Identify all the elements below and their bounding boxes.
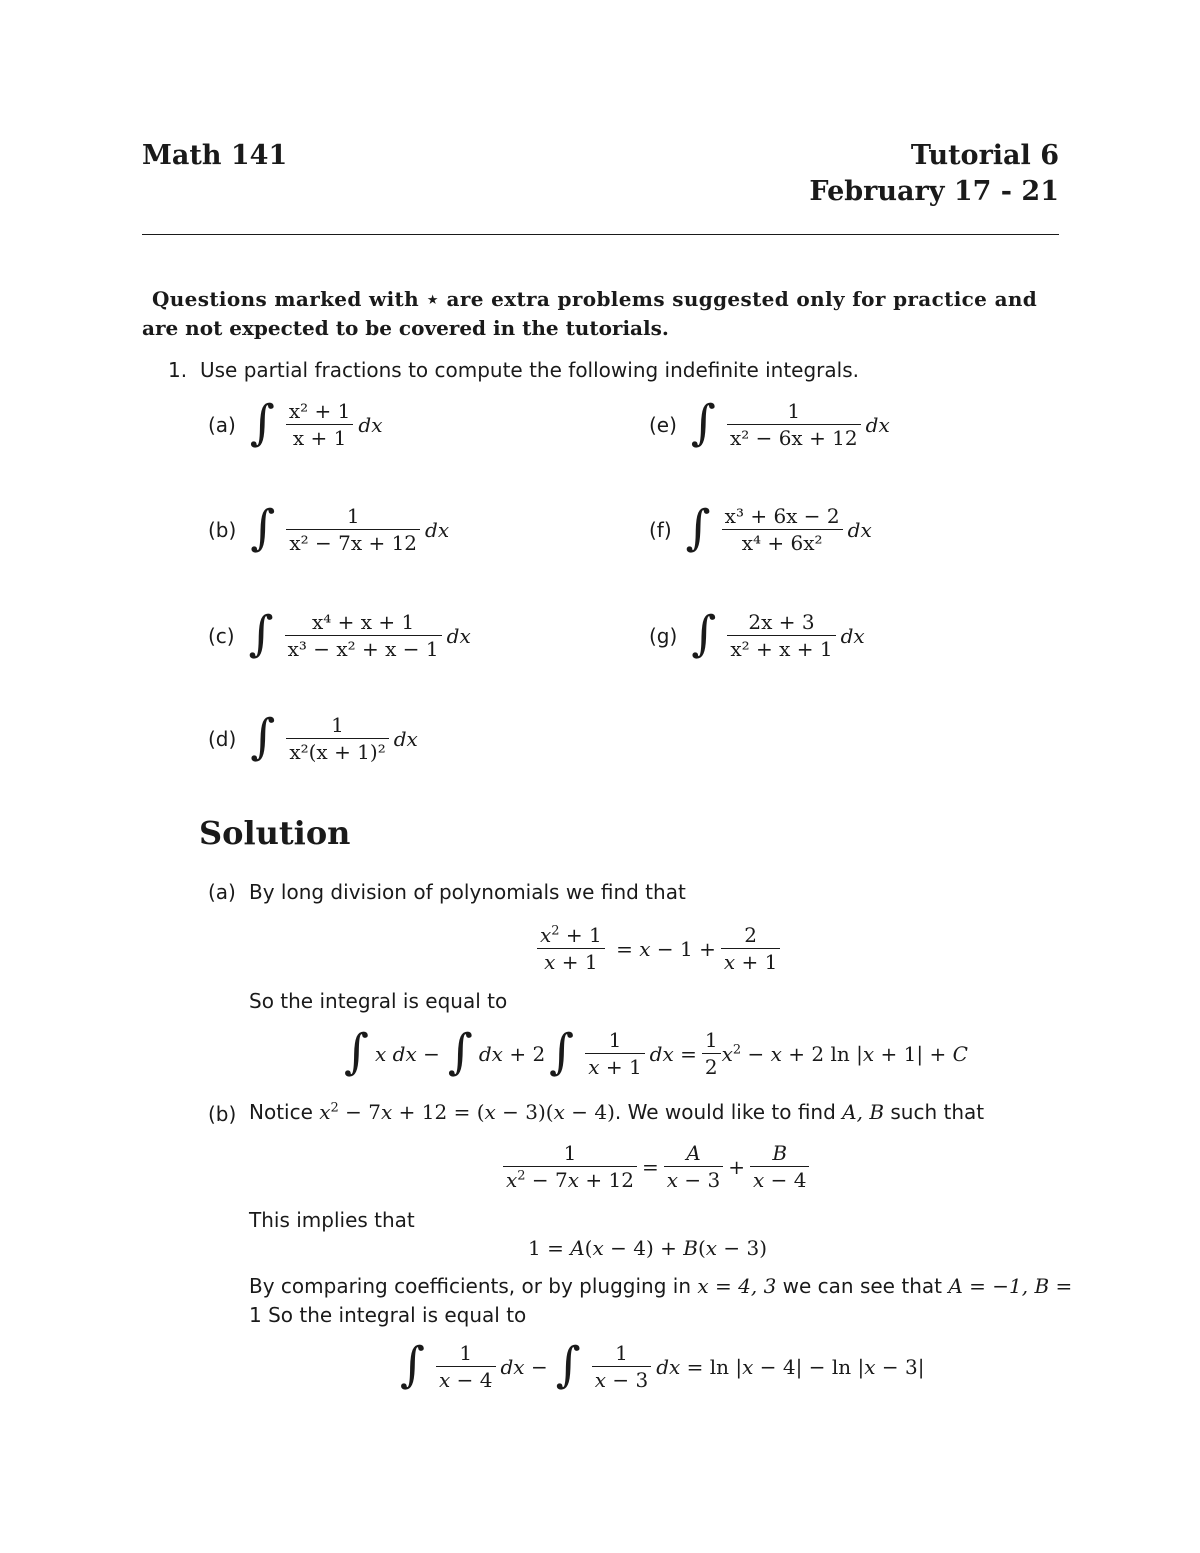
integral-sign: ∫ bbox=[685, 499, 711, 556]
part-a-label: (a) bbox=[208, 412, 236, 437]
tutorial-number: Tutorial 6 bbox=[910, 140, 1059, 171]
part-f-denominator: x⁴ + 6x² bbox=[741, 531, 823, 555]
integral-sign: ∫ bbox=[690, 394, 716, 451]
part-a-fraction bbox=[286, 398, 354, 451]
integral-sign: ∫ bbox=[691, 605, 717, 662]
question-number: 1. bbox=[168, 358, 188, 382]
course-title: Math 141 bbox=[142, 140, 288, 171]
part-a-numerator: x² + 1 bbox=[288, 399, 351, 423]
part-f-numerator: x³ + 6x − 2 bbox=[724, 504, 840, 528]
part-b-denominator: x² − 7x + 12 bbox=[289, 531, 418, 555]
integral-sign: ∫ bbox=[249, 394, 275, 451]
sol-b-notice-prefix: Notice bbox=[249, 1100, 313, 1124]
part-d: (d) ∫ $\frac{1}{\text{x²(x + 1)²}}$ dx bbox=[208, 708, 418, 765]
part-g-numerator: 2x + 3 bbox=[748, 610, 815, 634]
integral-sign: ∫ bbox=[250, 708, 276, 765]
part-b-fraction bbox=[286, 503, 420, 556]
part-a: (a) ∫ $\frac{\text{x² + 1}}{x + 1}$ dx bbox=[208, 394, 383, 451]
sol-b-compare-1: By comparing coefficients, or by plugging in bbox=[249, 1274, 692, 1298]
part-e-label: (e) bbox=[649, 412, 677, 437]
part-e: (e) ∫ $\frac{1}{\text{x² − 6x + 12}}$ dx bbox=[649, 394, 890, 451]
integral-sign: ∫ bbox=[250, 499, 276, 556]
sol-b-compare-res: A = −1, B = bbox=[948, 1274, 1073, 1298]
part-d-denominator: x²(x + 1)² bbox=[289, 740, 386, 764]
sol-b-implies: This implies that bbox=[249, 1208, 415, 1232]
part-g-denominator: x² + x + 1 bbox=[730, 637, 833, 661]
sol-a-intro: By long division of polynomials we find that bbox=[249, 880, 686, 904]
note-line-1: Questions marked with ⋆ are extra problems suggested only for practice and bbox=[152, 287, 1038, 311]
part-b-label: (b) bbox=[208, 517, 237, 542]
solution-heading: Solution bbox=[199, 814, 351, 852]
part-c-label: (c) bbox=[208, 623, 235, 648]
tutorial-dates: February 17 - 21 bbox=[809, 176, 1059, 207]
part-g: (g) ∫ $\frac{2x + 3}{\text{x² + x + 1}}$ dx bbox=[649, 605, 865, 662]
part-g-fraction bbox=[727, 609, 835, 662]
part-c-denominator: x³ − x² + x − 1 bbox=[287, 637, 439, 661]
note-line-2: are not expected to be covered in the tutorials. bbox=[142, 316, 669, 340]
sol-b-such: such that bbox=[890, 1100, 985, 1124]
part-f-fraction bbox=[722, 503, 843, 556]
sol-b-ab: A, B bbox=[842, 1100, 885, 1124]
sol-a-label: (a) bbox=[208, 880, 236, 904]
sol-b-compare-vals: x = 4, 3 bbox=[697, 1274, 777, 1298]
sol-b-compare-2: we can see that bbox=[782, 1274, 942, 1298]
sol-b-decomposition: $\frac{1}{x^2 - 7x + 12}$ = $\frac{A}{x - 3}$ + $\frac{B}{x - 4}$ bbox=[498, 1140, 814, 1193]
part-c-numerator: x⁴ + x + 1 bbox=[312, 610, 415, 634]
sol-a-so: So the integral is equal to bbox=[249, 989, 508, 1013]
header-divider bbox=[142, 234, 1059, 235]
part-c-fraction bbox=[285, 609, 442, 662]
question-text: Use partial fractions to compute the following indefinite integrals. bbox=[200, 358, 859, 382]
part-b-numerator: 1 bbox=[346, 504, 360, 528]
sol-b-label: (b) bbox=[208, 1102, 237, 1126]
part-b: (b) ∫ $\frac{1}{\text{x² − 7x + 12}}$ dx bbox=[208, 499, 450, 556]
part-d-label: (d) bbox=[208, 726, 237, 751]
sol-a-division-equation: $\frac{x^2 + 1}{x + 1}$ = x − 1 + $\frac{2}{x + 1}$ bbox=[532, 922, 785, 975]
sol-b-integral-result: ∫ $\frac{1}{x - 4}$ dx − ∫ $\frac{1}{x - 3}$ dx = ln |x − 4| − ln |x − 3| bbox=[400, 1336, 925, 1393]
sol-b-identity: 1 = A(x − 4) + B(x − 3) bbox=[528, 1236, 768, 1260]
part-e-denominator: x² − 6x + 12 bbox=[729, 426, 858, 450]
part-g-label: (g) bbox=[649, 623, 678, 648]
sol-b-compare bbox=[249, 1274, 1072, 1298]
sol-b-notice-suffix: . We would like to find bbox=[614, 1100, 836, 1124]
part-d-numerator: 1 bbox=[331, 713, 344, 737]
sol-b-notice: Notice $x^2 - 7x + 12 = (x - 3)(x - 4)$ . We would like to find A, B such that bbox=[249, 1100, 985, 1124]
sol-b-compare-3: 1 So the integral is equal to bbox=[249, 1303, 527, 1327]
part-f: (f) ∫ $\frac{\text{x³ + 6x − 2}}{\text{x⁴ + 6x²}}$ dx bbox=[649, 499, 872, 556]
sol-a-integral-result: ∫ x dx − ∫ dx + 2 ∫ $\frac{1}{x + 1}$ dx = $\frac{1}{2}$ $x^2 - x + 2$ ln |x + 1| + C bbox=[344, 1023, 968, 1080]
part-e-numerator: 1 bbox=[787, 399, 801, 423]
part-e-fraction bbox=[727, 398, 861, 451]
part-d-fraction bbox=[286, 712, 388, 765]
part-c: (c) ∫ $\frac{\text{x⁴ + x + 1}}{\text{x³ − x² + x − 1}}$ dx bbox=[208, 605, 471, 662]
part-a-denominator: x + 1 bbox=[292, 426, 347, 450]
part-f-label: (f) bbox=[649, 517, 672, 542]
integral-sign: ∫ bbox=[248, 605, 274, 662]
